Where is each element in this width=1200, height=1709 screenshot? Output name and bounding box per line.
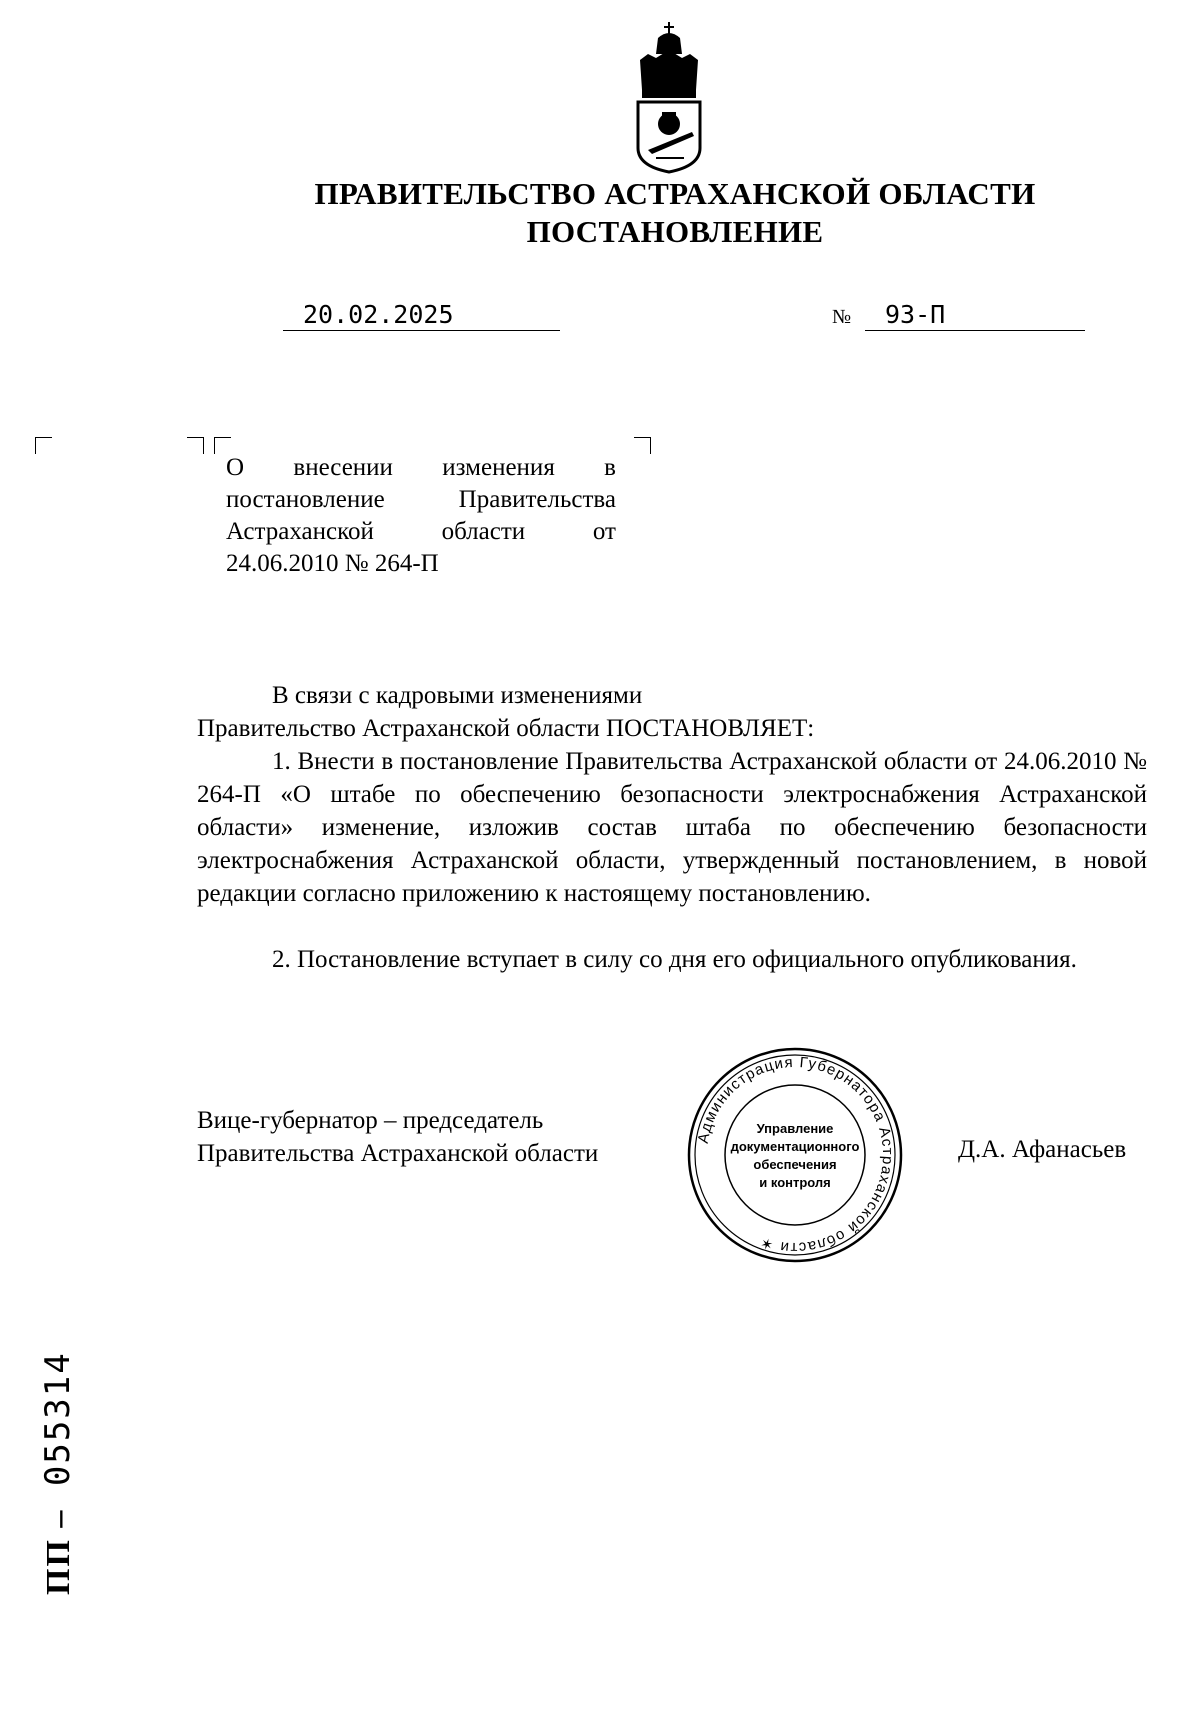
- subject-word: от: [592, 518, 616, 545]
- subject-word: Правительства: [458, 486, 616, 513]
- document-subject: [226, 452, 616, 580]
- subject-word: 24.06.2010 № 264-П: [226, 550, 439, 577]
- paragraph-1: 1. Внести в постановление Правительства Астраханской области от 24.06.2010 № 264-П «О штабе по обеспечению безопасности электроснабжения Астраханской области» изменение, изложив состав штаба по обеспечению безопасности электроснабжения Астраханской области, утвержденный постановлением, в новой редакции согласно приложению к настоящему постановлению.: [197, 748, 1147, 907]
- svg-text:и контроля: и контроля: [759, 1175, 831, 1190]
- svg-text:Администрация Губернатора Астр: Администрация Губернатора Астраханской области ✶: [694, 1053, 897, 1257]
- paragraph-2: 2. Постановление вступает в силу со дня его официального опубликования.: [272, 946, 1077, 973]
- serial-number: 055314: [38, 1351, 78, 1487]
- svg-text:документационного: документационного: [730, 1139, 860, 1154]
- svg-text:Управление: Управление: [756, 1121, 834, 1136]
- subject-line: [226, 516, 616, 548]
- official-stamp: [685, 1045, 905, 1265]
- subject-word: Астраханской: [226, 518, 374, 545]
- subject-line: [226, 548, 616, 580]
- corner-mark-subject-right: [634, 437, 651, 454]
- signatory-position: [197, 1104, 598, 1170]
- signatory-position-line-1: Вице-губернатор – председатель: [197, 1107, 544, 1134]
- subject-word: внесении: [293, 454, 393, 481]
- government-title: ПРАВИТЕЛЬСТВО АСТРАХАНСКОЙ ОБЛАСТИ: [314, 176, 1036, 211]
- side-serial-number: [38, 1351, 78, 1595]
- subject-line: [226, 484, 616, 516]
- number-sign: №: [832, 306, 852, 328]
- preamble-line-2: Правительство Астраханской области ПОСТАНОВЛЯЕТ:: [197, 715, 815, 742]
- preamble: [197, 679, 1147, 745]
- document-date: 20.02.2025: [303, 300, 454, 329]
- serial-prefix: ПП –: [40, 1508, 77, 1595]
- corner-mark-subject-left-a: [187, 437, 204, 454]
- preamble-line-1: В связи с кадровыми изменениями: [272, 682, 643, 709]
- subject-line: [226, 452, 616, 484]
- signatory-position-line-2: Правительства Астраханской области: [197, 1140, 599, 1167]
- document-type-title: ПОСТАНОВЛЕНИЕ: [526, 214, 824, 249]
- subject-word: О: [226, 454, 245, 481]
- subject-word: изменения: [442, 454, 555, 481]
- subject-word: области: [441, 518, 526, 545]
- corner-mark-left: [35, 437, 52, 454]
- coat-of-arms-emblem: [634, 20, 704, 176]
- svg-text:обеспечения: обеспечения: [753, 1157, 837, 1172]
- signatory-name: Д.А. Афанасьев: [958, 1136, 1127, 1163]
- document-number: 93-П: [885, 300, 946, 329]
- subject-word: постановление: [226, 486, 385, 513]
- subject-word: в: [604, 454, 616, 481]
